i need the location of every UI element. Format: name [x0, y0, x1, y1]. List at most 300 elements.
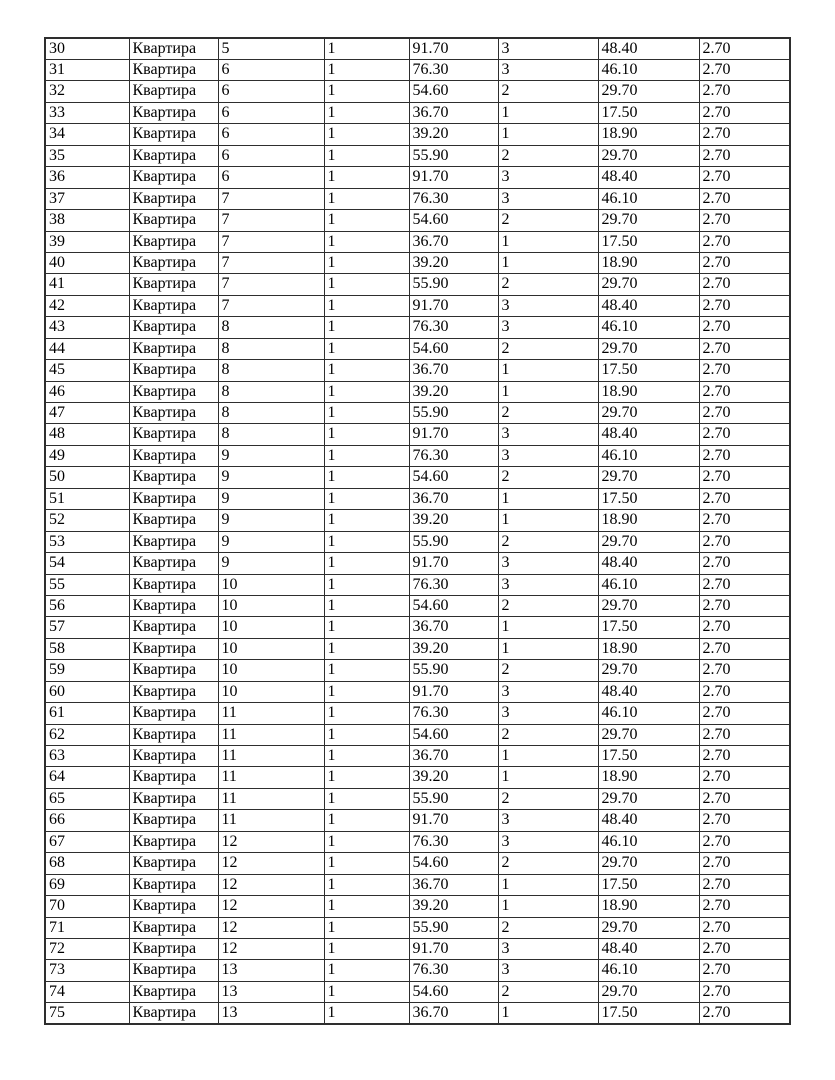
table-cell: 2.70 [699, 595, 790, 616]
table-row [45, 874, 790, 895]
table-cell: 11 [218, 767, 324, 788]
table-cell: 2.70 [699, 574, 790, 595]
table-cell: 2.70 [699, 338, 790, 359]
table-cell: 3 [498, 553, 598, 574]
table-cell: 2.70 [699, 231, 790, 252]
table-cell: 9 [218, 510, 324, 531]
table-cell: 1 [324, 488, 409, 509]
table-cell: 39.20 [409, 767, 498, 788]
table-cell: 3 [498, 810, 598, 831]
table-cell: 2.70 [699, 210, 790, 231]
table-cell: 3 [498, 445, 598, 466]
table-cell: 17.50 [598, 746, 699, 767]
table-row [45, 810, 790, 831]
table-cell: 8 [218, 360, 324, 381]
table-cell: 3 [498, 188, 598, 209]
table-cell: 91.70 [409, 938, 498, 959]
table-cell: 53 [45, 531, 129, 552]
table-cell: Квартира [129, 381, 218, 402]
apartments-table [44, 37, 791, 1025]
table-cell: 10 [218, 574, 324, 595]
table-cell: Квартира [129, 938, 218, 959]
table-row [45, 60, 790, 81]
table-cell: 7 [218, 295, 324, 316]
table-cell: 36.70 [409, 1003, 498, 1025]
table-cell: 2.70 [699, 681, 790, 702]
table-cell: 2.70 [699, 102, 790, 123]
table-cell: 73 [45, 960, 129, 981]
table-cell: 1 [324, 1003, 409, 1025]
table-cell: Квартира [129, 188, 218, 209]
table-cell: 7 [218, 231, 324, 252]
table-row [45, 488, 790, 509]
table-cell: 2.70 [699, 381, 790, 402]
table-cell: 2.70 [699, 124, 790, 145]
table-cell: 91.70 [409, 553, 498, 574]
table-cell: 29.70 [598, 660, 699, 681]
table-cell: 67 [45, 831, 129, 852]
table-cell: 46.10 [598, 703, 699, 724]
table-cell: 43 [45, 317, 129, 338]
table-cell: 1 [324, 231, 409, 252]
table-row [45, 381, 790, 402]
table-cell: 1 [324, 574, 409, 595]
table-cell: 9 [218, 445, 324, 466]
table-cell: 1 [498, 746, 598, 767]
table-cell: 1 [324, 124, 409, 145]
table-cell: 36.70 [409, 102, 498, 123]
table-cell: 72 [45, 938, 129, 959]
table-row [45, 231, 790, 252]
table-cell: 3 [498, 167, 598, 188]
table-cell: 55.90 [409, 917, 498, 938]
table-cell: 29.70 [598, 210, 699, 231]
table-cell: 2.70 [699, 403, 790, 424]
table-cell: 54.60 [409, 81, 498, 102]
table-cell: 2.70 [699, 617, 790, 638]
table-cell: 50 [45, 467, 129, 488]
table-cell: 91.70 [409, 681, 498, 702]
table-cell: 76.30 [409, 445, 498, 466]
table-cell: 2 [498, 660, 598, 681]
table-cell: 2 [498, 724, 598, 745]
table-cell: Квартира [129, 896, 218, 917]
table-cell: 1 [324, 553, 409, 574]
table-cell: Квартира [129, 1003, 218, 1025]
table-cell: 48.40 [598, 38, 699, 60]
table-cell: 3 [498, 938, 598, 959]
table-cell: Квартира [129, 553, 218, 574]
table-cell: 13 [218, 1003, 324, 1025]
table-cell: 2.70 [699, 853, 790, 874]
table-cell: 76.30 [409, 60, 498, 81]
table-row [45, 145, 790, 166]
table-cell: 11 [218, 788, 324, 809]
table-cell: Квартира [129, 231, 218, 252]
table-cell: 2.70 [699, 81, 790, 102]
table-cell: 2 [498, 853, 598, 874]
table-row [45, 424, 790, 445]
table-cell: Квартира [129, 124, 218, 145]
table-row [45, 981, 790, 1002]
table-cell: 1 [498, 124, 598, 145]
table-cell: 18.90 [598, 252, 699, 273]
table-cell: 2.70 [699, 360, 790, 381]
table-cell: 54.60 [409, 724, 498, 745]
table-cell: 91.70 [409, 38, 498, 60]
table-cell: 1 [498, 360, 598, 381]
table-cell: 2 [498, 531, 598, 552]
table-cell: 9 [218, 488, 324, 509]
table-cell: 1 [324, 167, 409, 188]
table-cell: Квартира [129, 810, 218, 831]
table-cell: 70 [45, 896, 129, 917]
table-cell: 1 [498, 874, 598, 895]
table-cell: 2.70 [699, 638, 790, 659]
table-cell: 51 [45, 488, 129, 509]
table-cell: 11 [218, 703, 324, 724]
table-cell: 7 [218, 188, 324, 209]
table-cell: Квартира [129, 617, 218, 638]
table-cell: 29.70 [598, 981, 699, 1002]
table-cell: Квартира [129, 831, 218, 852]
table-cell: 76.30 [409, 831, 498, 852]
table-cell: 3 [498, 295, 598, 316]
table-row [45, 102, 790, 123]
table-cell: 91.70 [409, 295, 498, 316]
table-cell: 2.70 [699, 38, 790, 60]
table-cell: 8 [218, 424, 324, 445]
table-cell: 17.50 [598, 488, 699, 509]
table-row [45, 403, 790, 424]
table-cell: 18.90 [598, 510, 699, 531]
table-cell: Квартира [129, 424, 218, 445]
table-cell: 2 [498, 403, 598, 424]
table-cell: 47 [45, 403, 129, 424]
table-cell: 2.70 [699, 724, 790, 745]
table-cell: 2.70 [699, 60, 790, 81]
table-cell: 48.40 [598, 295, 699, 316]
table-cell: 39.20 [409, 252, 498, 273]
table-cell: 63 [45, 746, 129, 767]
table-cell: 2.70 [699, 295, 790, 316]
table-cell: Квартира [129, 102, 218, 123]
table-cell: 11 [218, 724, 324, 745]
table-cell: Квартира [129, 252, 218, 273]
table-cell: 2 [498, 981, 598, 1002]
table-cell: 1 [324, 746, 409, 767]
table-cell: 2.70 [699, 831, 790, 852]
table-cell: 48.40 [598, 424, 699, 445]
table-cell: 13 [218, 981, 324, 1002]
table-cell: 2.70 [699, 703, 790, 724]
table-cell: 48.40 [598, 810, 699, 831]
table-cell: 46.10 [598, 188, 699, 209]
table-cell: 1 [324, 896, 409, 917]
table-cell: 34 [45, 124, 129, 145]
table-cell: 2.70 [699, 874, 790, 895]
table-cell: 1 [324, 102, 409, 123]
table-cell: 35 [45, 145, 129, 166]
table-row [45, 510, 790, 531]
table-cell: 2 [498, 274, 598, 295]
table-cell: 52 [45, 510, 129, 531]
table-cell: 33 [45, 102, 129, 123]
table-cell: 12 [218, 896, 324, 917]
table-row [45, 445, 790, 466]
table-cell: 65 [45, 788, 129, 809]
table-cell: 12 [218, 874, 324, 895]
table-cell: 44 [45, 338, 129, 359]
table-cell: 18.90 [598, 896, 699, 917]
table-cell: 2.70 [699, 424, 790, 445]
table-cell: 55 [45, 574, 129, 595]
table-cell: 2 [498, 210, 598, 231]
table-row [45, 338, 790, 359]
table-cell: 56 [45, 595, 129, 616]
table-cell: 2.70 [699, 445, 790, 466]
table-cell: 1 [324, 724, 409, 745]
table-cell: 17.50 [598, 874, 699, 895]
table-cell: 2.70 [699, 531, 790, 552]
table-cell: 55.90 [409, 403, 498, 424]
table-cell: 10 [218, 638, 324, 659]
table-cell: Квартира [129, 767, 218, 788]
table-cell: Квартира [129, 853, 218, 874]
table-cell: 2.70 [699, 981, 790, 1002]
table-cell: 46.10 [598, 574, 699, 595]
table-cell: 1 [324, 360, 409, 381]
table-cell: 55.90 [409, 145, 498, 166]
table-cell: 3 [498, 574, 598, 595]
table-cell: 9 [218, 467, 324, 488]
table-cell: 32 [45, 81, 129, 102]
table-cell: 1 [324, 960, 409, 981]
table-cell: 30 [45, 38, 129, 60]
table-cell: 54.60 [409, 595, 498, 616]
table-row [45, 831, 790, 852]
table-cell: 1 [498, 488, 598, 509]
table-cell: 1 [498, 102, 598, 123]
table-cell: 18.90 [598, 124, 699, 145]
table-row [45, 1003, 790, 1025]
table-cell: 17.50 [598, 617, 699, 638]
table-cell: 6 [218, 167, 324, 188]
table-cell: Квартира [129, 531, 218, 552]
table-cell: 1 [324, 767, 409, 788]
table-cell: 1 [498, 767, 598, 788]
table-cell: 2.70 [699, 896, 790, 917]
table-cell: 48.40 [598, 681, 699, 702]
table-row [45, 938, 790, 959]
table-cell: Квартира [129, 467, 218, 488]
table-cell: 1 [324, 831, 409, 852]
table-cell: 1 [324, 853, 409, 874]
table-cell: Квартира [129, 210, 218, 231]
table-cell: 29.70 [598, 531, 699, 552]
table-cell: 1 [324, 252, 409, 273]
table-cell: Квартира [129, 917, 218, 938]
table-cell: 55.90 [409, 274, 498, 295]
table-cell: 37 [45, 188, 129, 209]
table-cell: 11 [218, 746, 324, 767]
table-cell: Квартира [129, 317, 218, 338]
table-cell: 64 [45, 767, 129, 788]
table-cell: 29.70 [598, 274, 699, 295]
table-row [45, 295, 790, 316]
table-row [45, 853, 790, 874]
table-cell: 2.70 [699, 660, 790, 681]
table-cell: 18.90 [598, 638, 699, 659]
table-cell: 7 [218, 210, 324, 231]
table-cell: 1 [324, 510, 409, 531]
table-cell: 39.20 [409, 510, 498, 531]
table-cell: 54.60 [409, 467, 498, 488]
table-cell: 2 [498, 145, 598, 166]
table-cell: Квартира [129, 167, 218, 188]
table-cell: 1 [324, 660, 409, 681]
table-cell: 29.70 [598, 338, 699, 359]
table-cell: 2.70 [699, 252, 790, 273]
table-cell: Квартира [129, 574, 218, 595]
table-cell: 46.10 [598, 445, 699, 466]
table-row [45, 124, 790, 145]
table-cell: 71 [45, 917, 129, 938]
table-cell: 46.10 [598, 960, 699, 981]
table-row [45, 703, 790, 724]
table-row [45, 681, 790, 702]
table-cell: 2.70 [699, 553, 790, 574]
table-cell: 91.70 [409, 167, 498, 188]
table-row [45, 788, 790, 809]
table-cell: 2 [498, 788, 598, 809]
table-cell: 2.70 [699, 938, 790, 959]
apartments-table-body [45, 38, 790, 1024]
table-cell: 76.30 [409, 317, 498, 338]
table-row [45, 317, 790, 338]
table-cell: 6 [218, 102, 324, 123]
table-row [45, 617, 790, 638]
table-cell: Квартира [129, 788, 218, 809]
table-cell: 8 [218, 403, 324, 424]
table-cell: 29.70 [598, 595, 699, 616]
table-cell: 1 [324, 210, 409, 231]
table-cell: 10 [218, 595, 324, 616]
table-cell: 18.90 [598, 381, 699, 402]
table-cell: 2.70 [699, 488, 790, 509]
table-cell: 2.70 [699, 788, 790, 809]
table-cell: 5 [218, 38, 324, 60]
table-cell: 29.70 [598, 788, 699, 809]
table-cell: 1 [324, 617, 409, 638]
table-cell: 12 [218, 831, 324, 852]
table-cell: 2.70 [699, 145, 790, 166]
table-cell: 48.40 [598, 938, 699, 959]
table-cell: Квартира [129, 145, 218, 166]
table-cell: 1 [324, 445, 409, 466]
table-cell: 2.70 [699, 467, 790, 488]
table-cell: 36.70 [409, 617, 498, 638]
table-cell: 2 [498, 917, 598, 938]
table-cell: 2 [498, 338, 598, 359]
table-cell: 76.30 [409, 188, 498, 209]
table-cell: 42 [45, 295, 129, 316]
table-cell: 1 [324, 874, 409, 895]
table-cell: 3 [498, 424, 598, 445]
table-cell: 36.70 [409, 874, 498, 895]
table-cell: 55.90 [409, 660, 498, 681]
table-cell: 29.70 [598, 917, 699, 938]
table-cell: 3 [498, 703, 598, 724]
table-cell: 48.40 [598, 553, 699, 574]
table-cell: 39 [45, 231, 129, 252]
table-cell: 7 [218, 274, 324, 295]
table-row [45, 531, 790, 552]
table-cell: 1 [324, 81, 409, 102]
table-cell: 1 [324, 788, 409, 809]
table-cell: 1 [324, 938, 409, 959]
table-cell: 1 [324, 38, 409, 60]
table-cell: 1 [324, 917, 409, 938]
table-cell: 29.70 [598, 853, 699, 874]
table-row [45, 746, 790, 767]
table-cell: 45 [45, 360, 129, 381]
table-cell: 1 [498, 1003, 598, 1025]
table-cell: 61 [45, 703, 129, 724]
table-cell: 76.30 [409, 574, 498, 595]
table-cell: 29.70 [598, 403, 699, 424]
table-cell: 1 [324, 638, 409, 659]
table-cell: 39.20 [409, 896, 498, 917]
table-cell: 29.70 [598, 81, 699, 102]
table-cell: 91.70 [409, 810, 498, 831]
table-cell: Квартира [129, 660, 218, 681]
table-cell: 68 [45, 853, 129, 874]
table-cell: 40 [45, 252, 129, 273]
table-cell: 29.70 [598, 724, 699, 745]
table-cell: 8 [218, 317, 324, 338]
table-cell: 48 [45, 424, 129, 445]
table-cell: 54.60 [409, 981, 498, 1002]
table-cell: Квартира [129, 595, 218, 616]
table-cell: 36.70 [409, 488, 498, 509]
table-cell: Квартира [129, 403, 218, 424]
table-cell: 2 [498, 595, 598, 616]
table-cell: 1 [498, 252, 598, 273]
table-cell: 3 [498, 38, 598, 60]
table-cell: 1 [498, 896, 598, 917]
table-cell: Квартира [129, 38, 218, 60]
table-cell: 55.90 [409, 531, 498, 552]
table-cell: 57 [45, 617, 129, 638]
table-cell: 1 [324, 381, 409, 402]
table-row [45, 467, 790, 488]
table-cell: 1 [324, 145, 409, 166]
table-cell: 29.70 [598, 467, 699, 488]
table-cell: Квартира [129, 295, 218, 316]
table-cell: 1 [324, 403, 409, 424]
table-cell: 59 [45, 660, 129, 681]
table-cell: 1 [324, 595, 409, 616]
table-cell: 2.70 [699, 767, 790, 788]
table-cell: 3 [498, 60, 598, 81]
table-cell: 48.40 [598, 167, 699, 188]
table-cell: 36.70 [409, 231, 498, 252]
table-cell: 38 [45, 210, 129, 231]
table-cell: 39.20 [409, 638, 498, 659]
table-cell: 1 [324, 274, 409, 295]
table-cell: 6 [218, 81, 324, 102]
